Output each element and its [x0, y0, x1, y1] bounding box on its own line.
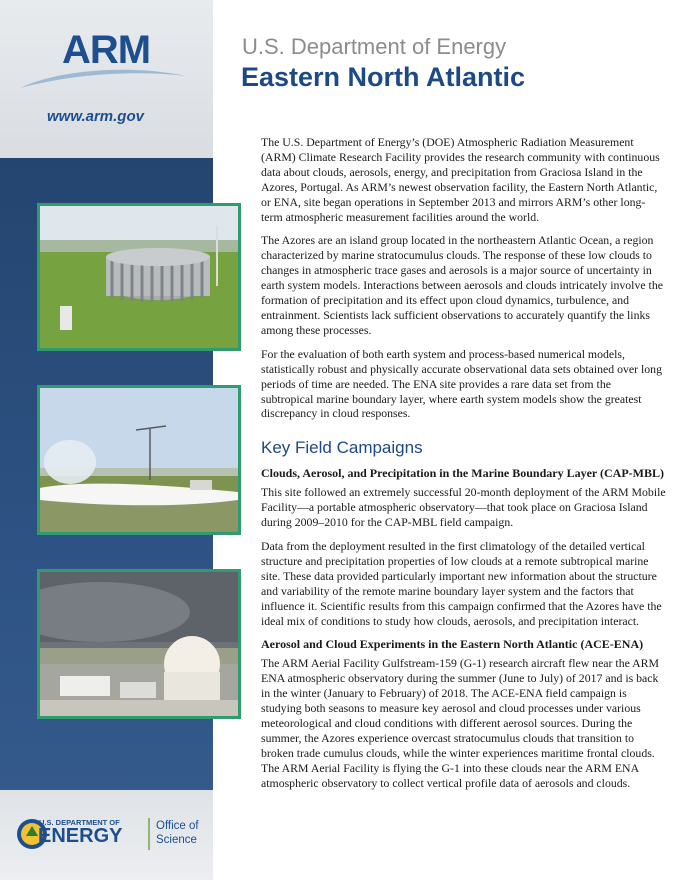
photo-sky-dome	[37, 385, 241, 535]
website-url[interactable]: www.arm.gov	[47, 108, 144, 125]
cap-mbl-paragraph-2: Data from the deployment resulted in the first climatology of the detailed vertical structure and precipitation properties of low clouds at a remote subtropical marine site. These data provided particularly important new information about the structure and variability of the remote marine boundary layer system and the factors that influence it. Scientific results from this campaign confirmed that the Azores have the ideal mix of conditions to study how clouds, aerosols, and precipitation interact.	[261, 539, 662, 628]
photo-radome	[37, 569, 241, 719]
sidebar	[0, 0, 213, 880]
doe-agency-main: ENERGY	[38, 825, 123, 847]
main-content	[261, 135, 666, 791]
ace-ena-title: Aerosol and Cloud Experiments in the Eastern North Atlantic (ACE-ENA)	[261, 637, 644, 652]
intro-paragraph-2: The Azores are an island group located in the northeastern Atlantic Ocean, a region characterized by marine stratocumulus clouds. The response of these low clouds to changes in atmospheric trace gases and aerosols is a major source of uncertainty in earth system models. Interactions between aerosols and clouds intricately involve the formation of precipitation and its effect upon cloud dynamics, turbulence, and entrainment. Scientists lack sufficient observations to accurately quantify the links among these processes.	[261, 233, 663, 337]
cap-mbl-paragraph-1: This site followed an extremely successful 20-month deployment of the ARM Mobile Facility—a portable atmospheric observatory—that took place on Graciosa Island during 2009–2010 for the CAP-MBL field campaign.	[261, 485, 666, 530]
photo-instrument-fence-image	[40, 206, 238, 348]
photo-instrument-fence	[37, 203, 241, 351]
section-heading-key-field-campaigns: Key Field Campaigns	[261, 438, 423, 458]
department-name: U.S. Department of Energy	[242, 34, 507, 59]
science-label: Science	[156, 834, 197, 846]
office-of-label: Office of	[156, 820, 199, 832]
page-title: Eastern North Atlantic	[241, 62, 526, 92]
photo-radome-image	[40, 572, 238, 716]
ace-ena-paragraph-1: The ARM Aerial Facility Gulfstream-159 (G-1) research aircraft flew near the ARM ENA atmospheric observatory during the summer (June to July) of 2017 and is back in the winter (January to February) of 2018. The ACE-ENA field campaign is studying both seasons to measure key aerosol and cloud processes under various meteorological and cloud conditions with different aerosol sources. During the summer, the Azores experience overcast stratocumulus clouds that transition to broken trade cumulus clouds, while the winter experiences maritime frontal clouds. The ARM Aerial Facility is flying the G-1 into these clouds near the ARM ENA atmospheric observatory to collect vertical profile data of aerosols and clouds.	[261, 656, 660, 790]
intro-paragraph-1: The U.S. Department of Energy’s (DOE) Atmospheric Radiation Measurement (ARM) Climate Research Facility provides the research community with continuous data about clouds, aerosols, energy, and precipitation from Graciosa Island in the Azores, Portugal. As ARM’s newest observation facility, the Eastern North Atlantic, or ENA, site began operations in September 2013 and mirrors ARM’s other long-term atmospheric measurement facilities around the world.	[261, 135, 660, 224]
intro-paragraph-3: For the evaluation of both earth system and process-based numerical models, statistically robust and physically accurate observational data sets obtained over long periods of time are needed. The ENA site provides a rare data set from the subtropical marine boundary layer, where earth system models show the greatest discrepancy in cloud responses.	[261, 346, 662, 421]
doe-agency-top: U.S. DEPARTMENT OF	[39, 818, 120, 827]
photo-sky-dome-image	[40, 388, 238, 532]
cap-mbl-title: Clouds, Aerosol, and Precipitation in the Marine Boundary Layer (CAP-MBL)	[261, 466, 665, 481]
arm-logo-text: ARM	[62, 28, 151, 72]
